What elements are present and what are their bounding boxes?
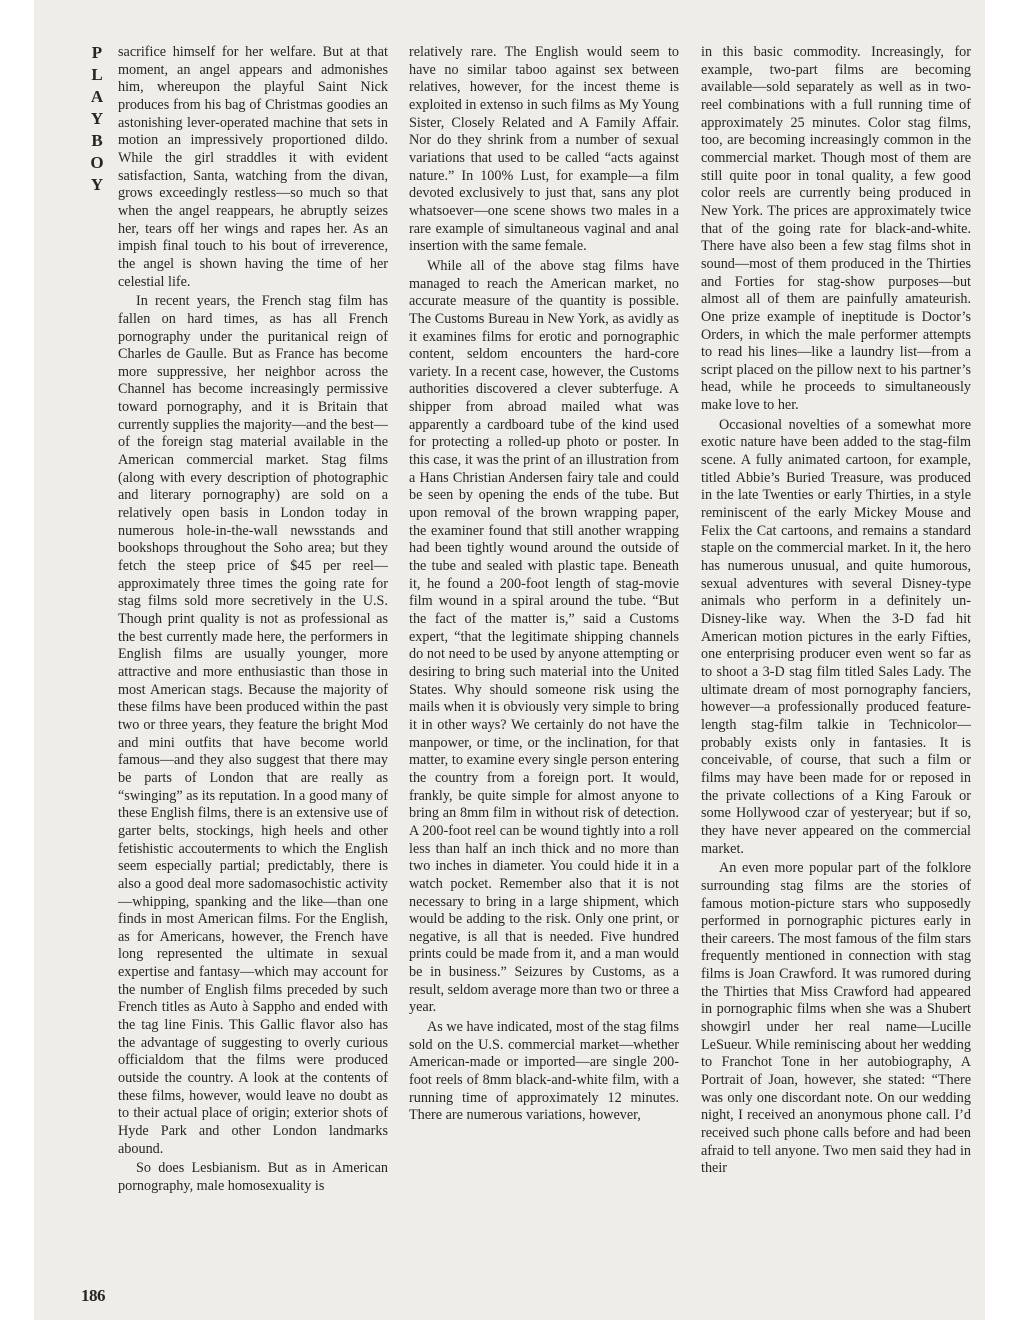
page-number: 186 [81,1286,105,1305]
paragraph: As we have indicated, most of the stag films sold on the U.S. commercial market—whether American-made or imported—are single 200-foot reels of 8mm black-and-white film, with a running time of approximately 12 minutes. There are numerous variations, however, [409,1019,679,1124]
masthead-letter: B [91,131,103,150]
masthead-letter: A [90,87,104,106]
paragraph: Occasional novelties of a somewhat more exotic nature have been added to the stag-film scene. A fully animated cartoon, for example, titled Abbie’s Buried Treasure, was produced in the late Twenties or early Thirties, in a style reminiscent of the early Mickey Mouse and Felix the Cat cartoons, and remains a standard staple on the commercial market. In it, the hero has numerous unusual, and quite humorous, sexual adventures with several Disney-type animals who perform in a definitely un-Disney-like way. When the 3-D fad hit American motion pictures in the early Fifties, one enterprising producer even went so far as to shoot a 3-D stag film titled Sales Lady. The ultimate dream of most pornography fanciers, however—a professionally produced feature-length stag-film talkie in Technicolor—probably exists only in fantasies. It is conceivable, of course, that such a film or films may have been made for or reposed in the private collections of a King Farouk or some Hollywood czar of yesteryear; but if so, they have never appeared on the commercial market. [701,416,971,857]
text-column-2 [409,44,679,1125]
paragraph: relatively rare. The English would seem to have no similar taboo against sex between relatives, however, for the incest theme is exploited in extenso in such films as My Young Sister, Closely Related and A Family Affair. Nor do they shrink from a number of sexual variations that used to be called “acts against nature.” In 100% Lust, for example—a film devoted exclusively to just that, sans any plot whatsoever—one scene shows two males in a rare example of simultaneous vaginal and anal insertion with the same female. [409,44,679,255]
paragraph: An even more popular part of the folklore surrounding stag films are the stories of famous motion-picture stars who supposedly performed in pornographic pictures early in their careers. The most famous of the film stars frequently mentioned in connection with stag films is Joan Crawford. It was rumored during the Thirties that Miss Crawford had appeared in pornographic films when she was a Shubert showgirl under her real name—Lucille LeSueur. While reminiscing about her wedding to Franchot Tone in her autobiography, A Portrait of Joan, however, she stated: “There was only one discordant note. On our wedding night, I received an anonymous phone call. I’d received such phone calls before and had been afraid to tell anyone. Two men said they had in their [701,860,971,1177]
masthead-letter: O [90,153,104,172]
paragraph: In recent years, the French stag film has fallen on hard times, as has all French pornography under the puritanical reign of Charles de Gaulle. But as France has become more suppressive, her neighbor across the Channel has become increasingly permissive toward pornography, and it is Britain that currently supplies the majority—and the best—of the foreign stag material available in the American commercial market. Stag films (along with every description of photographic and literary pornography) are sold on a relatively open basis in London today in numerous hole-in-the-wall newsstands and bookshops throughout the Soho area; but they fetch the steep price of $45 per reel—approximately three times the going rate for stag films sold more secretively in the U.S. Though print quality is not as professional as the best currently made here, the performers in English films are usually younger, more attractive and more enthusiastic than those in most American stags. Because the majority of these films have been produced within the past two or three years, they feature the bright Mod and mini outfits that have become world famous—and they also suggest that there may be parts of London that are really as “swinging” as its reputation. In a good many of these English films, there is an extensive use of garter belts, stockings, high heels and other fetishistic accouterments to which the English seem especially partial; predictably, there is also a good deal more sadomasochistic activity—whipping, spanking and the like—than one finds in most American films. For the English, as for Americans, however, the French have long represented the ultimate in sexual expertise and fantasy—which may account for the number of English films preceded by such French titles as Auto à Sappho and ended with the tag line Finis. This Gallic flavor also has the advantage of suggesting to overly curious officialdom that the films were produced outside the country. A look at the contents of these films, however, would leave no doubt as to their actual place of origin; exterior shots of Hyde Park and other London landmarks abound. [118,293,388,1157]
paragraph: sacrifice himself for her welfare. But at that moment, an angel appears and admonishes him, whereupon the playful Saint Nick produces from his bag of Christmas goodies an astonishing lever-operated machine that sets in motion an impressively proportioned dildo. While the girl straddles it with evident satisfaction, Santa, watching from the divan, grows exceedingly restless—so much so that when the angel reappears, he abruptly seizes her, tears off her wings and rapes her. As an impish final touch to his bout of irreverence, the angel is shown having the time of her celestial life. [118,44,388,290]
magazine-page [34,0,985,1320]
masthead-letter: Y [90,175,104,194]
masthead-letter: Y [90,109,104,128]
masthead-letter: P [91,43,103,62]
text-column-1 [118,44,388,1196]
masthead-playboy [86,42,108,196]
masthead-letter: L [91,65,103,84]
paragraph: in this basic commodity. Increasingly, for example, two-part films are becoming available—sold separately as well as in two-reel combinations with a full running time of approximately 25 minutes. Color stag films, too, are becoming increasingly common in the commercial market. Though most of them are still quite poor in tonal quality, a few good color reels are currently being produced in New York. The prices are approximately twice that of the going rate for black-and-white. There have also been a few stag films shot in sound—most of them produced in the Thirties and Forties for stag-show purposes—but almost all of them are painfully amateurish. One prize example of ineptitude is Doctor’s Orders, in which the male performer attempts to read his lines—like a laundry list—from a script placed on the pillow next to his partner’s head, while he proceeds to simultaneously make love to her. [701,44,971,414]
paragraph: While all of the above stag films have managed to reach the American market, no accurate measure of the quantity is possible. The Customs Bureau in New York, as avidly as it examines films for erotic and pornographic content, seldom encounters the hard-core variety. In a recent case, however, the Customs authorities discovered a clever subterfuge. A shipper from abroad mailed what was apparently a cardboard tube of the kind used for protecting a rolled-up photo or poster. In this case, it was the print of an illustration from a Hans Christian Andersen fairy tale and could be seen by opening the ends of the tube. But upon removal of the brown wrapping paper, the examiner found that still another wrapping had been tightly wound around the outside of the tube and sealed with plastic tape. Beneath it, he found a 200-foot length of stag-movie film wound in a spiral around the tube. “But the fact of the matter is,” said a Customs expert, “that the legitimate shipping channels do not need to be used by anyone attempting or desiring to bring such material into the United States. Why should someone risk using the mails when it is obviously very simple to bring it in other ways? We certainly do not have the manpower, or time, or the inclination, for that matter, to examine every single person entering the country from a foreign port. It would, frankly, be quite simple for almost anyone to bring an 8mm film in without risk of detection. A 200-foot reel can be wound tightly into a roll less than half an inch thick and no more than two inches in diameter. You could hide it in a watch pocket. Remember also that it is not necessary to bring in a large shipment, which would be adding to the risk. Only one print, or negative, is all that is needed. Five hundred prints could be made from it, and a man would be in business.” Seizures by Customs, as a result, seldom average more than two or three a year. [409,257,679,1016]
text-column-3 [701,44,971,1178]
paragraph: So does Lesbianism. But as in American pornography, male homosexuality is [118,1160,388,1194]
